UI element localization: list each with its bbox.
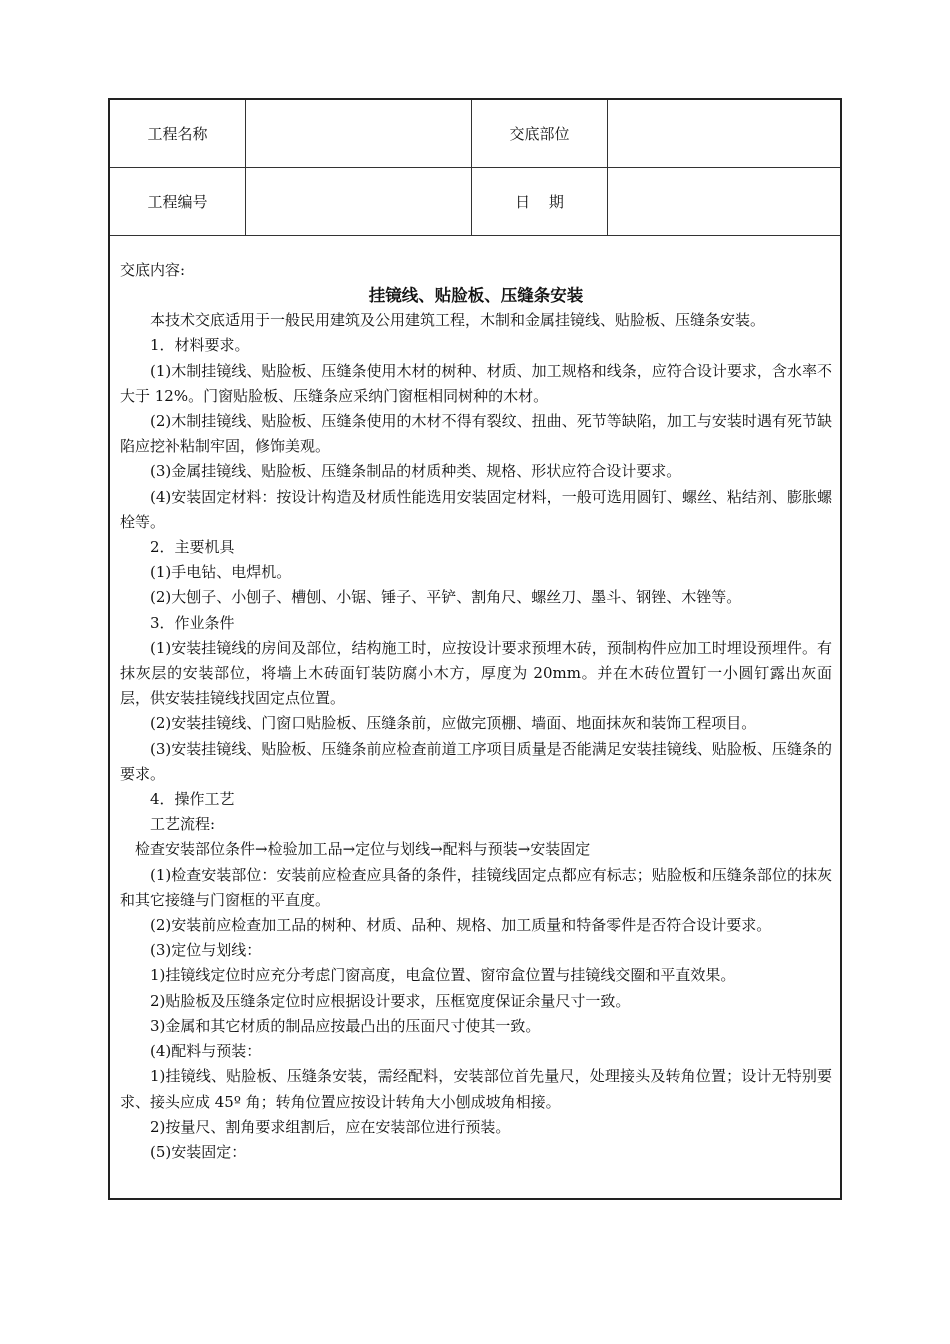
project-name-value bbox=[246, 100, 472, 167]
disclosure-form bbox=[108, 98, 842, 1200]
project-number-label: 工程编号 bbox=[110, 167, 246, 235]
paragraph: (5)安装固定： bbox=[150, 1142, 247, 1161]
document-title: 挂镜线、贴脸板、压缝条安装 bbox=[368, 286, 584, 306]
paragraph: (1)检查安装部位：安装前应检查应具备的条件，挂镜线固定点都应有标志；贴脸板和压缝条部位的抹灰和其它接缝与门窗框的平直度。 bbox=[120, 865, 832, 909]
paragraph: 本技术交底适用于一般民用建筑及公用建筑工程，木制和金属挂镜线、贴脸板、压缝条安装。 bbox=[150, 311, 766, 330]
paragraph: 1)挂镜线定位时应充分考虑门窗高度，电盒位置、窗帘盒位置与挂镜线交圈和平直效果。 bbox=[150, 966, 736, 985]
paragraph: (4)安装固定材料：按设计构造及材质性能选用安装固定材料，一般可选用圆钉、螺丝、粘结剂、膨胀螺栓等。 bbox=[120, 487, 832, 531]
project-number-value bbox=[246, 167, 472, 235]
paragraph: 工艺流程: bbox=[150, 815, 216, 834]
paragraph: 2)按量尺、割角要求组割后，应在安装部位进行预装。 bbox=[150, 1117, 511, 1136]
paragraph: 1．材料要求。 bbox=[150, 336, 250, 355]
paragraph: (2)大刨子、小刨子、槽刨、小锯、锤子、平铲、割角尺、螺丝刀、墨斗、钢锉、木锉等。 bbox=[150, 588, 742, 607]
paragraph-group-2 bbox=[120, 863, 832, 1165]
project-name-label: 工程名称 bbox=[110, 100, 246, 167]
disclosure-part-label: 交底部位 bbox=[472, 100, 608, 167]
paragraph-group-1 bbox=[120, 308, 832, 837]
paragraph: 1)挂镜线、贴脸板、压缝条安装，需经配料，安装部位首先量尺，处理接头及转角位置；设计无特别要求、接头应成 45º 角；转角位置应按设计转角大小刨成坡角相接。 bbox=[120, 1067, 832, 1111]
paragraph: (3)安装挂镜线、贴脸板、压缝条前应检查前道工序项目质量是否能满足安装挂镜线、贴脸板、压缝条的要求。 bbox=[120, 739, 832, 783]
paragraph: (2)木制挂镜线、贴脸板、压缝条使用的木材不得有裂纹、扭曲、死节等缺陷，加工与安装时遇有死节缺陷应挖补粘制牢固，修饰美观。 bbox=[120, 412, 832, 456]
header-row-1 bbox=[110, 100, 840, 168]
paragraph: (2)安装前应检查加工品的树种、材质、品种、规格、加工质量和特备零件是否符合设计要求。 bbox=[150, 916, 772, 935]
date-label: 日 期 bbox=[472, 167, 608, 235]
paragraph: 4．操作工艺 bbox=[150, 790, 235, 809]
disclosure-content bbox=[120, 258, 832, 1165]
paragraph: 2．主要机具 bbox=[150, 538, 235, 557]
header-table bbox=[110, 100, 840, 236]
paragraph: (3)金属挂镜线、贴脸板、压缝条制品的材质种类、规格、形状应符合设计要求。 bbox=[150, 462, 682, 481]
paragraph: (3)定位与划线： bbox=[150, 941, 262, 960]
paragraph: (4)配料与预装： bbox=[150, 1042, 262, 1061]
header-row-2 bbox=[110, 167, 840, 236]
paragraph: (1)手电钻、电焊机。 bbox=[150, 563, 292, 582]
paragraph: (1)木制挂镜线、贴脸板、压缝条使用木材的树种、材质、加工规格和线条，应符合设计要求，含水率不大于 12%。门窗贴脸板、压缝条应采纳门窗框相同树种的木材。 bbox=[120, 361, 832, 405]
disclosure-part-value bbox=[608, 100, 840, 167]
date-value bbox=[608, 167, 840, 235]
paragraph: 2)贴脸板及压缝条定位时应根据设计要求，压框宽度保证余量尺寸一致。 bbox=[150, 991, 631, 1010]
process-flow: 检查安装部位条件→检验加工品→定位与划线→配料与预装→安装固定 bbox=[135, 840, 591, 859]
content-label: 交底内容: bbox=[120, 261, 186, 279]
paragraph: (1)安装挂镜线的房间及部位，结构施工时，应按设计要求预埋木砖，预制构件应加工时埋设预埋件。有抹灰层的安装部位，将墙上木砖面钉装防腐小木方，厚度为 20mm。并在木砖位置钉一小圆钉露出灰面层，供安装挂镜线找固定点位置。 bbox=[120, 638, 832, 708]
paragraph: 3．作业条件 bbox=[150, 613, 235, 632]
paragraph: 3)金属和其它材质的制品应按最凸出的压面尺寸使其一致。 bbox=[150, 1016, 541, 1035]
paragraph: (2)安装挂镜线、门窗口贴脸板、压缝条前，应做完顶棚、墙面、地面抹灰和装饰工程项目。 bbox=[150, 714, 757, 733]
